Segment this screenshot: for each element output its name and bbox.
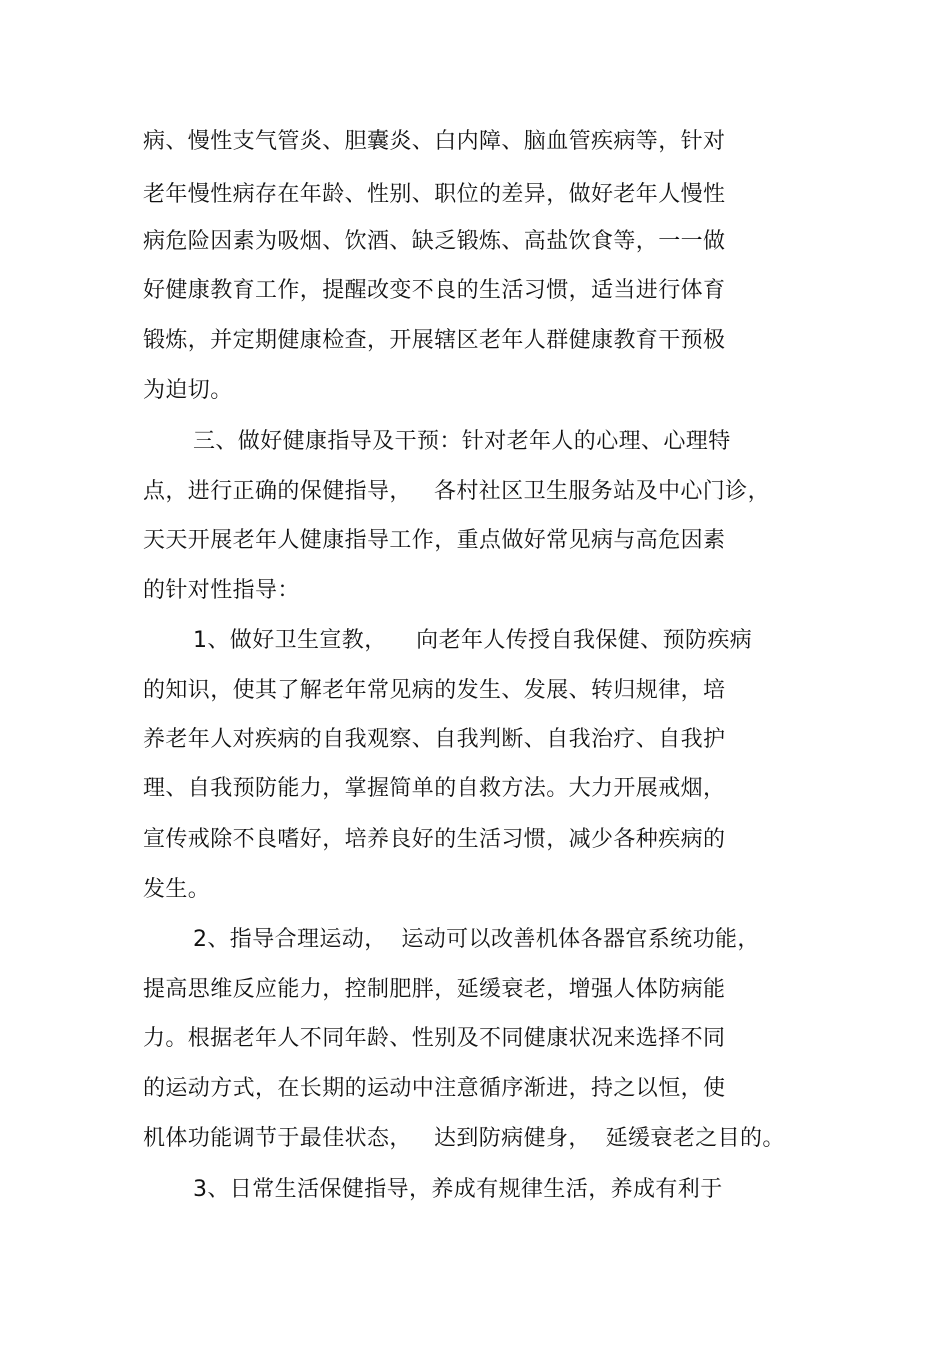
text-line: 病、慢性支气管炎、胆囊炎、白内障、脑血管疾病等，针对 (143, 129, 726, 154)
text-line: 点，进行正确的保健指导， 各村社区卫生服务站及中心门诊， (143, 479, 770, 504)
text-line: 好健康教育工作，提醒改变不良的生活习惯，适当进行体育 (143, 278, 726, 303)
text-line: 的知识，使其了解老年常见病的发生、发展、转归规律，培 (143, 678, 726, 703)
text-line: 2、指导合理运动， 运动可以改善机体各器官系统功能， (193, 927, 760, 952)
text-line: 的针对性指导： (143, 578, 300, 603)
text-line: 机体功能调节于最佳状态， 达到防病健身， 延缓衰老之目的。 (143, 1126, 785, 1151)
text-line: 理、自我预防能力，掌握简单的自救方法。大力开展戒烟， (143, 776, 726, 801)
text-line: 发生。 (143, 877, 211, 902)
text-line: 老年慢性病存在年龄、性别、职位的差异，做好老年人慢性 (143, 182, 726, 207)
text-line: 三、做好健康指导及干预：针对老年人的心理、心理特 (193, 429, 731, 454)
text-line: 为迫切。 (143, 378, 233, 403)
text-line: 3、日常生活保健指导，养成有规律生活，养成有利于 (193, 1177, 723, 1202)
text-line: 病危险因素为吸烟、饮酒、缺乏锻炼、高盐饮食等，一一做 (143, 229, 726, 254)
text-line: 宣传戒除不良嗜好，培养良好的生活习惯，减少各种疾病的 (143, 827, 726, 852)
text-line: 养老年人对疾病的自我观察、自我判断、自我治疗、自我护 (143, 727, 726, 752)
text-line: 1、做好卫生宣教， 向老年人传授自我保健、预防疾病 (193, 628, 753, 653)
text-line: 锻炼，并定期健康检查，开展辖区老年人群健康教育干预极 (143, 328, 726, 353)
text-line: 力。根据老年人不同年龄、性别及不同健康状况来选择不同 (143, 1026, 726, 1051)
text-line: 天天开展老年人健康指导工作，重点做好常见病与高危因素 (143, 528, 726, 553)
text-line: 提高思维反应能力，控制肥胖，延缓衰老，增强人体防病能 (143, 977, 726, 1002)
text-line: 的运动方式，在长期的运动中注意循序渐进，持之以恒，使 (143, 1076, 726, 1101)
